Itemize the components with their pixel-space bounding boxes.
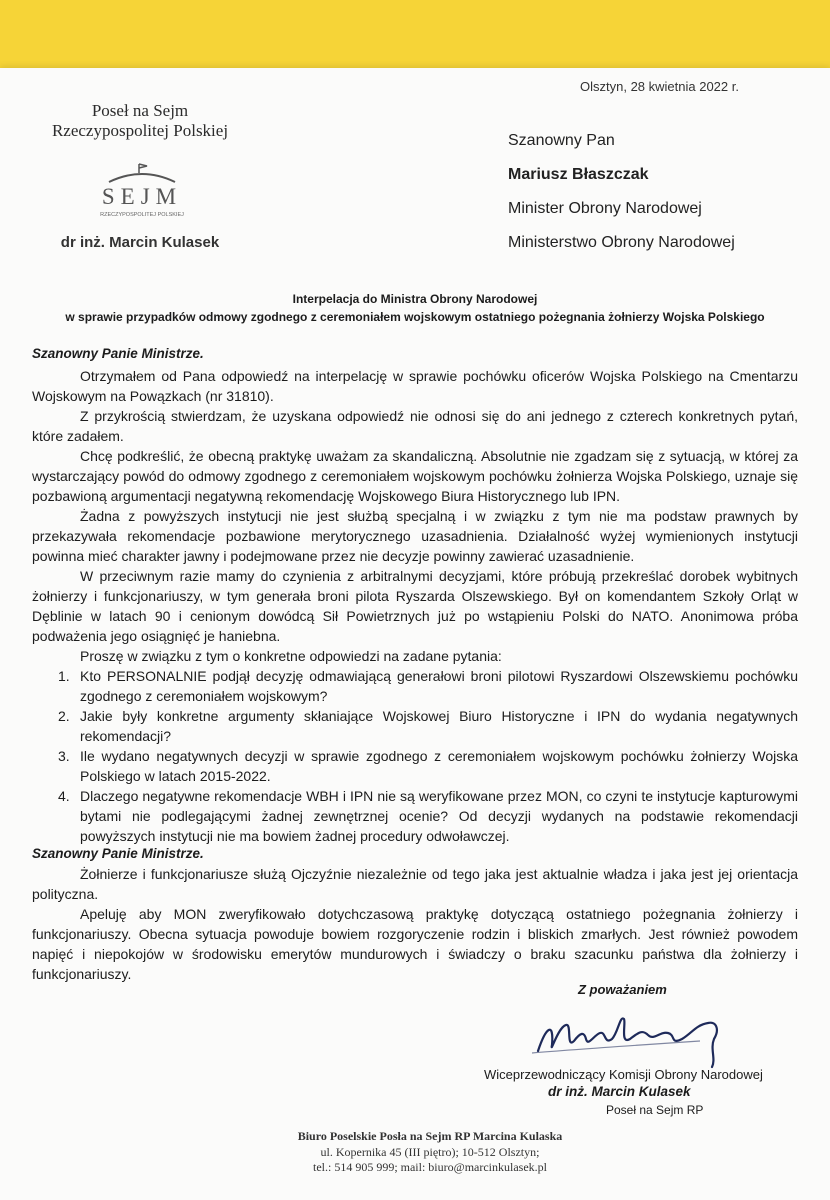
question-text: Dlaczego negatywne rekomendacje WBH i IPN nie są weryfikowane przez MON, co czyni te instytucje kapturowymi bytami nie podlegającymi żadnej zewnętrznej ocenie? Od decyzji wydanych na podstawie rekomendacji powyższych instytucji nie ma bowiem żadnej procedury odwoławczej. <box>80 788 798 844</box>
question-text: Kto PERSONALNIE podjął decyzję odmawiającą generałowi broni pilotowi Ryszardowi Olszewskiemu pochówku zgodnego z ceremoniałem wojskowym? <box>80 668 798 704</box>
paragraph-7: Żołnierze i funkcjonariusze służą Ojczyźnie niezależnie od tego jaka jest aktualnie władza i jaka jest jej orientacja polityczna. <box>32 866 798 902</box>
paragraph-3: Chcę podkreślić, że obecną praktykę uważam za skandaliczną. Absolutnie nie zgadzam się z sytuacją, w której za wystarczający powód do odmowy zgodnego z ceremoniałem wojskowym pochówku żołnierza Wojska Polskiego, uznaje się pozbawioną argumentacji negatywną rekomendację Wojskowego Biura Historycznego lub IPN. <box>32 448 798 504</box>
footer-address: ul. Kopernika 45 (III piętro); 10-512 Olsztyn; <box>320 1145 540 1159</box>
paragraph-8: Apeluję aby MON zweryfikowało dotychczasową praktykę dotyczącą ostatniego pożegnania żołnierzy i funkcjonariuszy. Obecna sytuacja powoduje bowiem rozgoryczenie rodzin i bliskich zmarłych. Jest również powodem napięć i niepokojów w środowisku emerytów mundurowych i świadczy o braku szacunku państwa dla żołnierzy i funkcjonariuszy. <box>32 906 798 982</box>
handwritten-signature <box>520 1005 760 1075</box>
questions-list <box>32 666 798 846</box>
paragraph-2: Z przykrością stwierdzam, że uzyskana odpowiedź nie odnosi się do ani jednego z czterech konkretnych pytań, które zadałem. <box>32 408 798 444</box>
sender-title-line1: Poseł na Sejm <box>91 101 189 120</box>
paragraph-6: Proszę w związku z tym o konkretne odpowiedzi na zadane pytania: <box>80 648 502 664</box>
letter-date: Olsztyn, 28 kwietnia 2022 r. <box>580 79 739 94</box>
recipient-institution: Ministerstwo Obrony Narodowej <box>508 234 735 251</box>
closing-regards: Z poważaniem <box>578 982 667 997</box>
sender-title <box>30 101 250 141</box>
paragraph-1: Otrzymałem od Pana odpowiedź na interpelację w sprawie pochówku oficerów Wojska Polskiego na Cmentarzu Wojskowym na Powązkach (nr 31810). <box>32 368 798 404</box>
subject-line2: w sprawie przypadków odmowy zgodnego z ceremoniałem wojskowym ostatniego pożegnania żołnierzy Wojska Polskiego <box>65 310 765 324</box>
logo-text: SEJM <box>101 184 183 209</box>
recipient-salutation: Szanowny Pan <box>508 132 615 149</box>
signatory-role: Wiceprzewodniczący Komisji Obrony Narodowej <box>484 1067 763 1082</box>
paragraph-5: W przeciwnym razie mamy do czynienia z arbitralnymi decyzjami, które próbują przekreślać dorobek wybitnych żołnierzy i funkcjonariuszy, w tym generała broni pilota Ryszarda Olszewskiego. Był on komendantem Szkoły Orląt w Dęblinie w latach 90 i cenionym dowódcą Sił Powietrznych już po wstąpieniu Polski do NATO. Anonimowa próba podważenia jego osiągnięć je haniebna. <box>32 568 798 644</box>
sender-name: dr inż. Marcin Kulasek <box>60 234 220 251</box>
question-item <box>32 706 798 746</box>
question-number: 1. <box>58 668 70 684</box>
logo-subtext: RZECZYPOSPOLITEJ POLSKIEJ <box>100 212 184 218</box>
question-number: 2. <box>58 708 70 724</box>
question-text: Jakie były konkretne argumenty skłaniające Wojskowej Biuro Historyczne i IPN do wydania negatywnych rekomendacji? <box>80 708 798 744</box>
signatory-name: dr inż. Marcin Kulasek <box>548 1084 691 1099</box>
question-number: 4. <box>58 788 70 804</box>
question-text: Ile wydano negatywnych decyzji w sprawie zgodnego z ceremoniałem wojskowym pochówku żołnierzy Wojska Polskiego w latach 2015-2022. <box>80 748 798 784</box>
salutation-second: Szanowny Panie Ministrze. <box>32 846 204 861</box>
sejm-logo <box>87 160 197 222</box>
footer-office: Biuro Poselskie Posła na Sejm RP Marcina Kulaska <box>297 1129 563 1143</box>
paragraph-4: Żadna z powyższych instytucji nie jest służbą specjalną i w związku z tym nie ma podstaw prawnych by przekazywała rekomendacje pozbawione merytorycznego uzasadnienia. Działalność wyżej wymienionych instytucji powinna mieć charakter jawny i podejmowane przez nie decyzje powinny zawierać uzasadnienie. <box>32 508 798 564</box>
question-item <box>32 746 798 786</box>
sender-title-line2: Rzeczypospolitej Polskiej <box>51 121 229 140</box>
recipient-name: Mariusz Błaszczak <box>508 166 649 183</box>
recipient-position: Minister Obrony Narodowej <box>508 200 702 217</box>
question-number: 3. <box>58 748 70 764</box>
signatory-position: Poseł na Sejm RP <box>606 1103 704 1117</box>
footer-contact: tel.: 514 905 999; mail: biuro@marcinkulasek.pl <box>312 1160 547 1174</box>
salutation-opening: Szanowny Panie Ministrze. <box>32 346 204 361</box>
question-item <box>32 666 798 706</box>
question-item <box>32 786 798 846</box>
subject-line1: Interpelacja do Ministra Obrony Narodowej <box>292 292 538 306</box>
